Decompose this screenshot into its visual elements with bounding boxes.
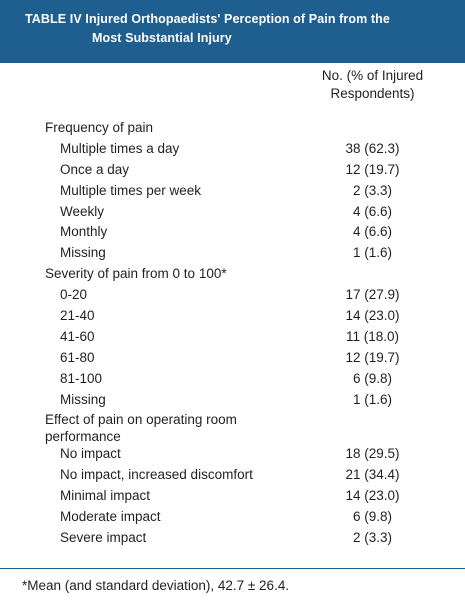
footnote-divider [0,568,465,569]
row-value: 38 (62.3) [345,140,400,156]
row-value: 12 (19.7) [345,161,400,177]
column-header-line1: No. (% of Injured [321,68,424,83]
section-label-line2: performance [45,429,121,445]
row-label: 81-100 [60,370,103,386]
table-row [0,327,465,348]
row-label: Multiple times a day [60,140,180,156]
table-row [0,507,465,528]
table-row [0,181,465,202]
row-label: Once a day [60,161,130,177]
row-label: 21-40 [60,308,95,324]
table-row [0,486,465,507]
row-label: Monthly [60,224,108,240]
row-value: 12 (19.7) [345,349,400,365]
section-label-line1: Effect of pain on operating room [45,412,237,428]
row-label: 0-20 [60,287,88,303]
row-label: Minimal impact [60,488,151,504]
row-label: 41-60 [60,328,95,344]
section-header-severity [0,264,465,285]
section-header-frequency [0,118,465,139]
row-value: 17 (27.9) [345,287,400,303]
section-label [45,411,237,445]
row-value: 1 (1.6) [352,245,393,261]
table-row [0,369,465,390]
column-header-line2: Respondents) [330,86,415,101]
row-value: 11 (18.0) [345,328,400,344]
table-title-line1: TABLE IV Injured Orthopaedists' Perception of Pain from the [25,12,390,26]
table-title-line2: Most Substantial Injury [92,31,232,45]
table-row [0,444,465,465]
table-row [0,243,465,264]
row-value: 6 (9.8) [352,509,393,525]
row-label: Missing [60,391,106,407]
column-header [300,67,445,103]
table-row [0,465,465,486]
table-title [25,10,445,48]
row-value: 4 (6.6) [352,224,393,240]
row-value: 2 (3.3) [352,530,393,546]
row-value: 14 (23.0) [345,308,400,324]
row-value: 18 (29.5) [345,446,400,462]
section-header-effect [0,410,465,444]
section-label: Frequency of pain [45,120,154,135]
table-rows [0,118,465,549]
row-value: 1 (1.6) [352,391,393,407]
table-row [0,139,465,160]
row-label: 61-80 [60,349,95,365]
table-row [0,306,465,327]
row-value: 2 (3.3) [352,182,393,198]
row-label: No impact [60,446,121,462]
row-label: No impact, increased discomfort [60,467,253,483]
table-footnote: *Mean (and standard deviation), 42.7 ± 26.4. [22,578,290,593]
row-value: 21 (34.4) [345,467,400,483]
row-label: Moderate impact [60,509,161,525]
row-value: 6 (9.8) [352,370,393,386]
table-row [0,390,465,411]
table-row [0,202,465,223]
row-label: Missing [60,245,106,261]
table-row [0,160,465,181]
table-row [0,285,465,306]
section-label: Severity of pain from 0 to 100* [45,266,227,282]
row-label: Multiple times per week [60,182,202,198]
row-label: Severe impact [60,530,147,546]
table-row [0,528,465,549]
row-value: 4 (6.6) [352,203,393,219]
row-value: 14 (23.0) [345,488,400,504]
table-row [0,348,465,369]
row-label: Weekly [60,203,105,219]
table-row [0,222,465,243]
